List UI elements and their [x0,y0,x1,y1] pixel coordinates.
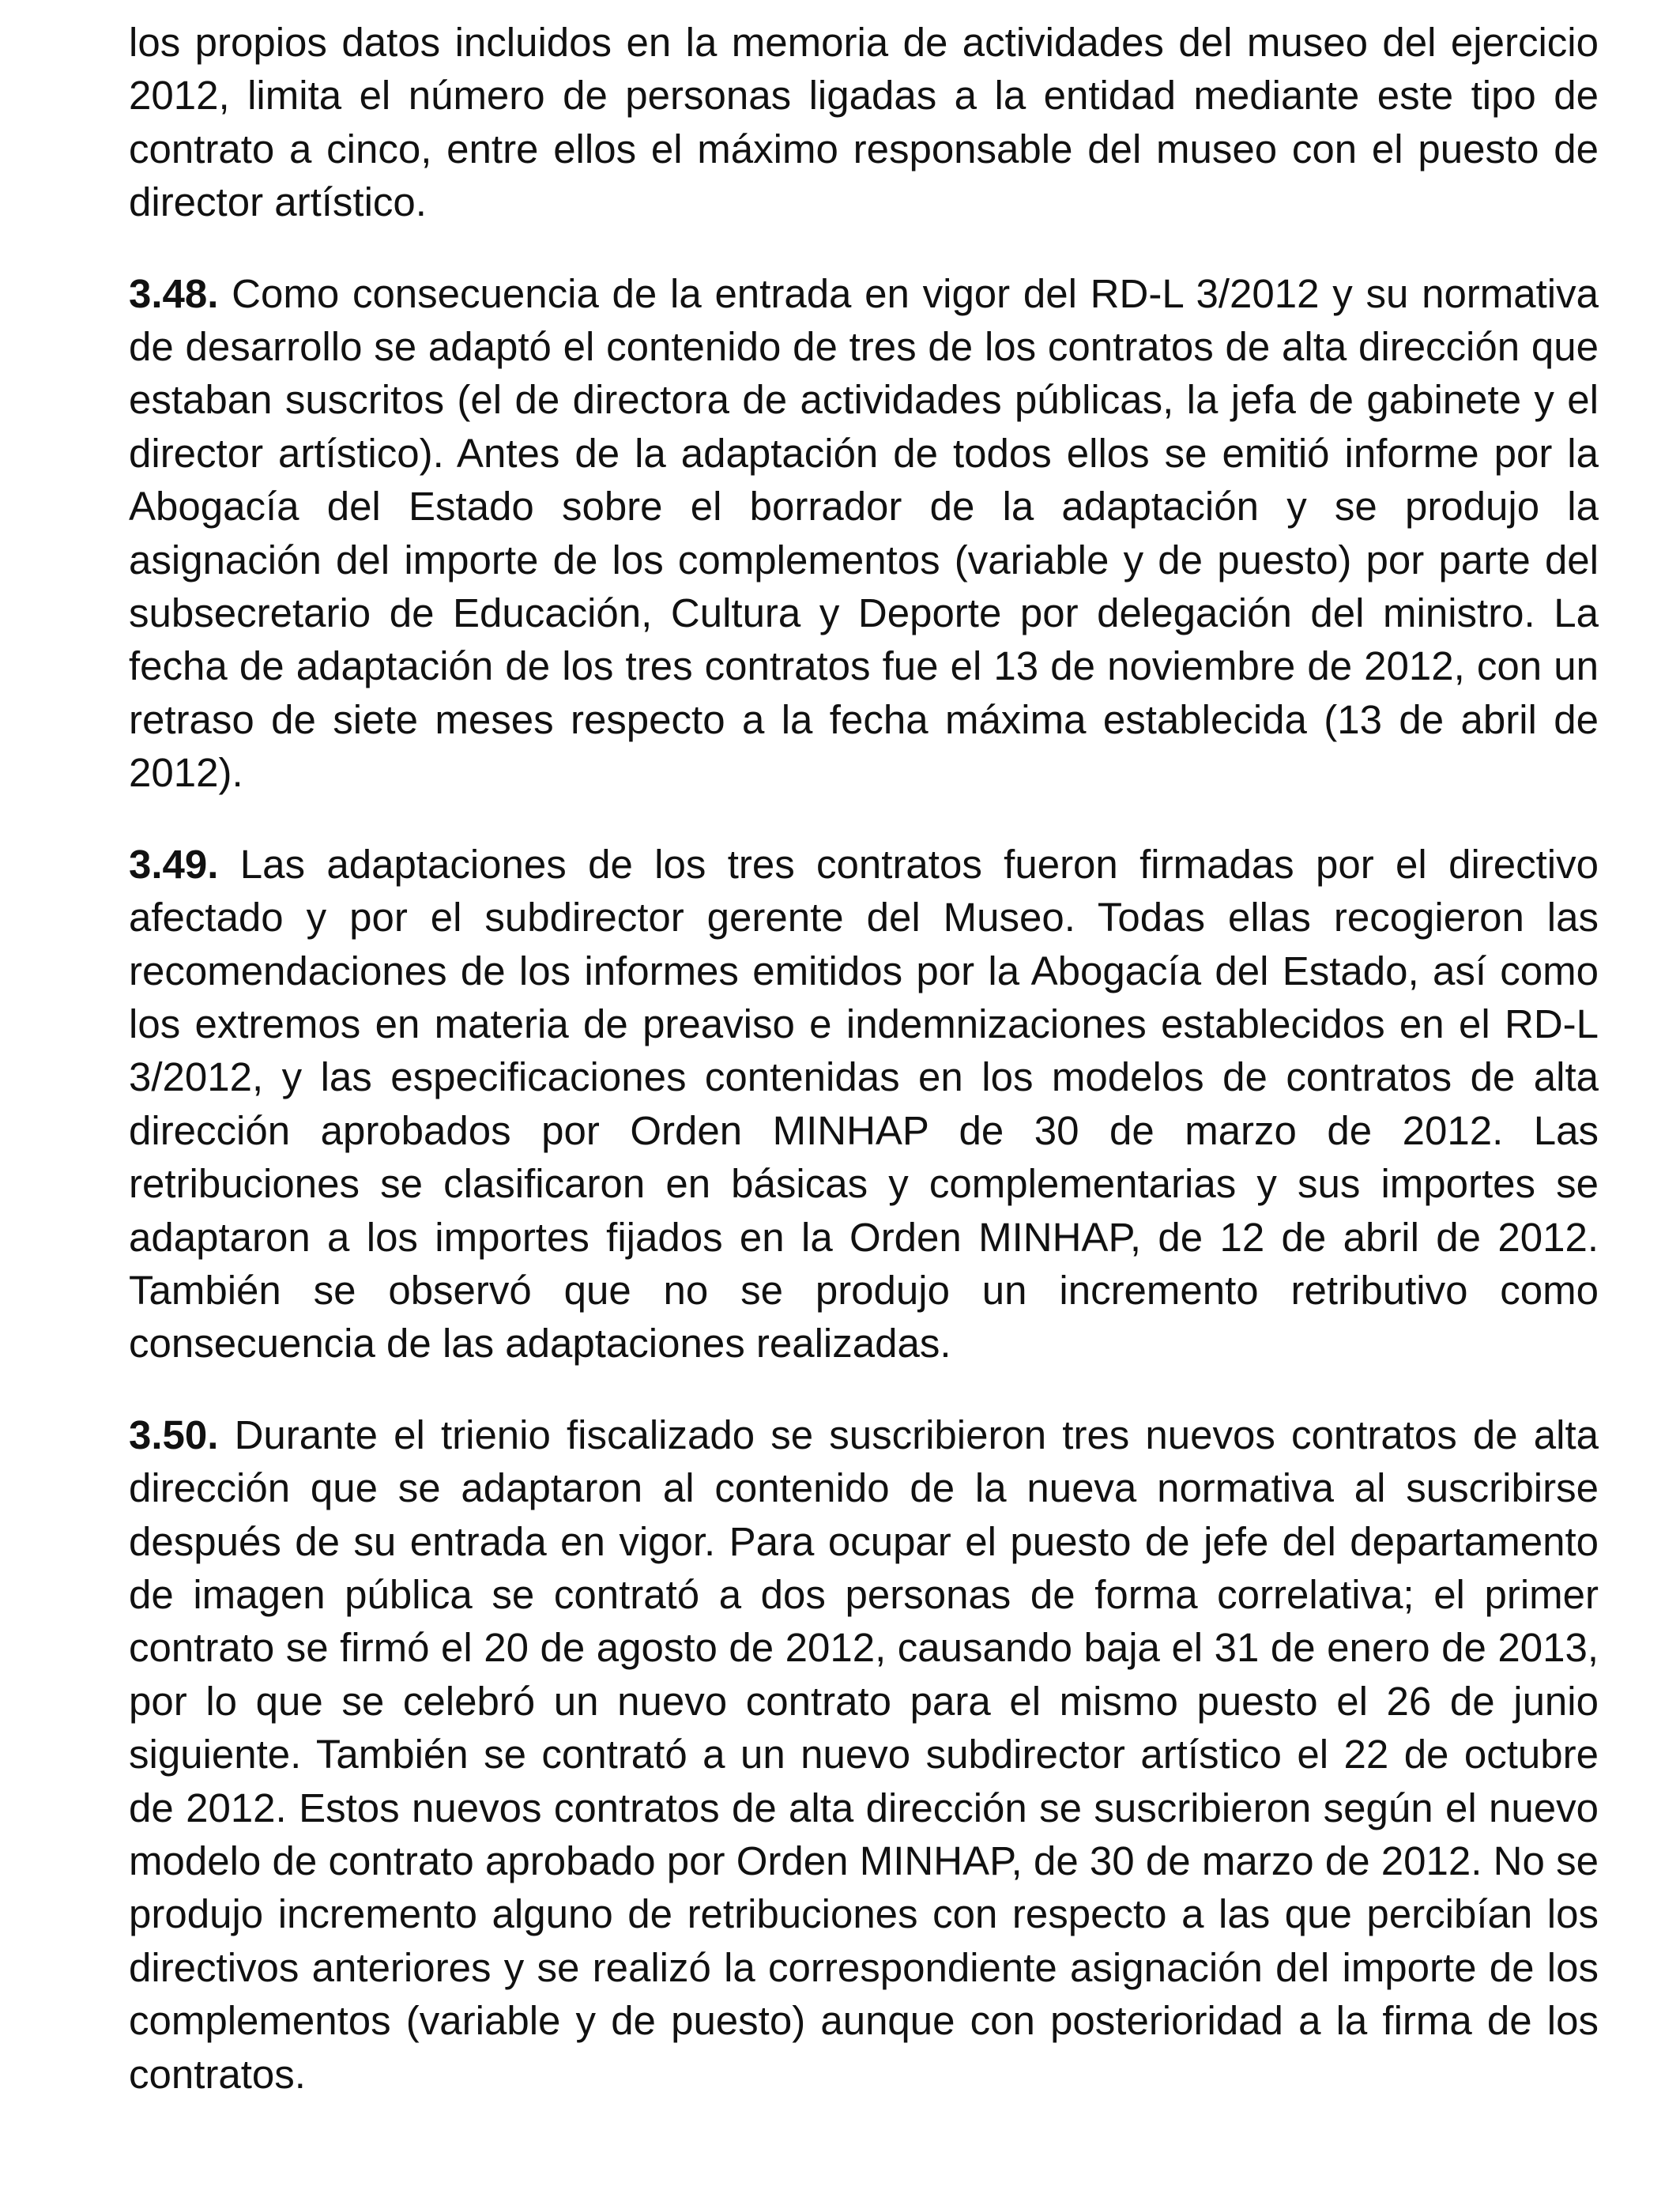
paragraph-text: Las adaptaciones de los tres contratos fueron firmadas por el directivo afectado y por el subdirector gerente del Museo. Todas ellas recogieron las recomendaciones de los informes emitidos por la Abogacía del Estado, así como los extremos en materia de preaviso e indemnizaciones establecidos en el RD-L 3/2012, y las especificaciones contenidas en los modelos de contratos de alta dirección aprobados por Orden MINHAP de 30 de marzo de 2012. Las retribuciones se clasificaron en básicas y complementarias y sus importes se adaptaron a los importes fijados en la Orden MINHAP, de 12 de abril de 2012. También se observó que no se produjo un incremento retributivo como consecuencia de las adaptaciones realizadas. [129,841,1599,1367]
paragraph-text: Como consecuencia de la entrada en vigor del RD-L 3/2012 y su normativa de desarrollo se adaptó el contenido de tres de los contratos de alta dirección que estaban suscritos (el de directora de actividades públicas, la jefa de gabinete y el director artístico). Antes de la adaptación de todos ellos se emitió informe por la Abogacía del Estado sobre el borrador de la adaptación y se produjo la asignación del importe de los complementos (variable y de puesto) por parte del subsecretario de Educación, Cultura y Deporte por delegación del ministro. La fecha de adaptación de los tres contratos fue el 13 de noviembre de 2012, con un retraso de siete meses respecto a la fecha máxima establecida (13 de abril de 2012). [129,270,1599,796]
paragraph-text: Durante el trienio fiscalizado se suscribieron tres nuevos contratos de alta dirección que se adaptaron al contenido de la nueva normativa al suscribirse después de su entrada en vigor. Para ocupar el puesto de jefe del departamento de imagen pública se contrató a dos personas de forma correlativa; el primer contrato se firmó el 20 de agosto de 2012, causando baja el 31 de enero de 2013, por lo que se celebró un nuevo contrato para el mismo puesto el 26 de junio siguiente. También se contrató a un nuevo subdirector artístico el 22 de octubre de 2012. Estos nuevos contratos de alta dirección se suscribieron según el nuevo modelo de contrato aprobado por Orden MINHAP, de 30 de marzo de 2012. No se produjo incremento alguno de retribuciones con respecto a las que percibían los directivos anteriores y se realizó la correspondiente asignación del importe de los complementos (variable y de puesto) aunque con posterioridad a la firma de los contratos. [129,1412,1599,2097]
paragraph-3-49 [129,838,1599,1370]
paragraph-number: 3.50. [129,1412,219,1457]
paragraph-3-48 [129,267,1599,800]
paragraph-continuation [129,16,1599,229]
paragraph-3-50 [129,1408,1599,2101]
paragraph-number: 3.49. [129,841,219,887]
paragraph-text: los propios datos incluidos en la memoria de actividades del museo del ejercicio 2012, limita el número de personas ligadas a la entidad mediante este tipo de contrato a cinco, entre ellos el máximo responsable del museo con el puesto de director artístico. [129,20,1599,225]
paragraph-number: 3.48. [129,270,219,316]
document-page [129,16,1599,2139]
